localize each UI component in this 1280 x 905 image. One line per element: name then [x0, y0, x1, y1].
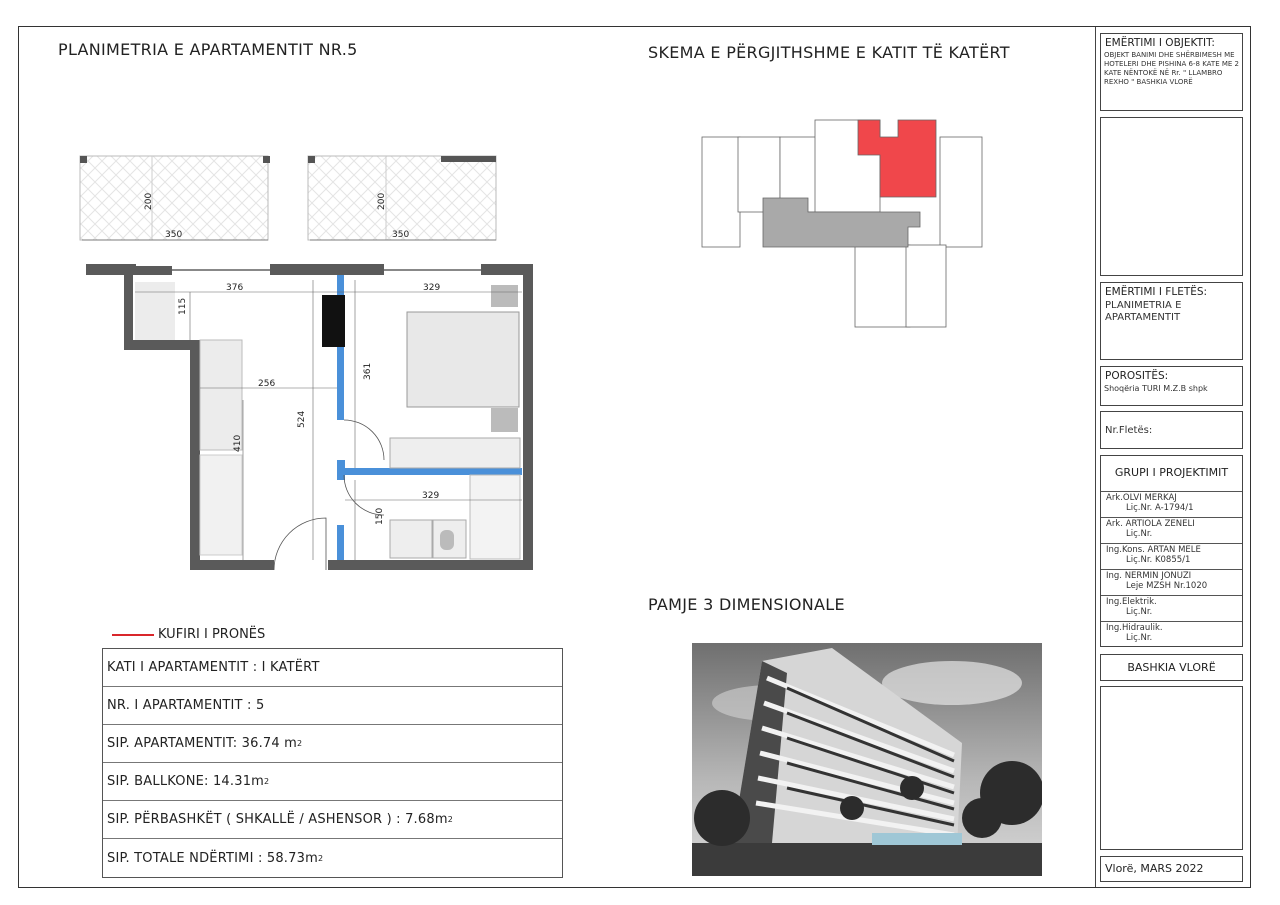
- object-name-box: EMËRTIMI I OBJEKTIT: OBJEKT BANIMI DHE SHËRBIMESH ME HOTELERI DHE PISHINA 6-8 KATE ME 2 KATE NËNTOKË NË Rr. " LLAMBRO REXHO " BASHKIA VLORË: [1100, 33, 1243, 111]
- shower: [470, 475, 520, 559]
- info-floor: KATI I APARTAMENTIT : I KATËRT: [103, 649, 562, 687]
- plan-title: PLANIMETRIA E APARTAMENTIT NR.5: [58, 40, 358, 59]
- sheet-name-box: EMËRTIMI I FLETËS: PLANIMETRIA E APARTAMENTIT: [1100, 282, 1243, 360]
- dim-410: 410: [233, 434, 243, 452]
- blank-box-top: [1100, 117, 1243, 276]
- info-apt-area: SIP. APARTAMENTIT: 36.74 m 2: [103, 725, 562, 763]
- apartment-info-table: [102, 648, 563, 878]
- bed: [407, 312, 519, 407]
- dim-balcony-right-width: 350: [392, 230, 410, 240]
- property-boundary-line: [112, 634, 154, 636]
- scheme-unit: [702, 137, 740, 247]
- info-balcony-area: SIP. BALLKONE: 14.31m 2: [103, 763, 562, 801]
- legend-label: KUFIRI I PRONËS: [158, 627, 266, 642]
- team-member: Ark.OLVI MERKAJ Liç.Nr. A-1794/1: [1101, 491, 1242, 514]
- dim-150: 150: [375, 507, 385, 525]
- info-total-area: SIP. TOTALE NDËRTIMI : 58.73m 2: [107, 850, 324, 866]
- team-member: Ing.Elektrik. Liç.Nr.: [1101, 595, 1242, 618]
- toilet: [440, 530, 454, 550]
- team-member: Ing.Kons. ARTAN MELE Liç.Nr. K0855/1: [1101, 543, 1242, 566]
- desk: [390, 438, 520, 468]
- client-box: POROSITËS: Shoqëria TURI M.Z.B shpk: [1100, 366, 1243, 406]
- storage: [135, 282, 175, 340]
- entrance-door: [274, 518, 326, 570]
- kitchen-counter: [200, 340, 242, 450]
- team-member: Ing. NERMIN JONUZI Leje MZSH Nr.1020: [1101, 569, 1242, 592]
- floor-scheme-diagram: [700, 115, 990, 330]
- balcony-right: [308, 156, 496, 240]
- sink: [390, 520, 432, 558]
- wardrobe: [322, 295, 345, 347]
- dim-115: 115: [178, 297, 188, 315]
- dim-balcony-right-depth: 200: [377, 192, 387, 210]
- info-common-area: SIP. PËRBASHKËT ( SHKALLË / ASHENSOR ) : 7.68m 2: [103, 801, 562, 839]
- apartment-floor-plan: [60, 140, 550, 580]
- design-team-box: GRUPI I PROJEKTIMIT Ark.OLVI MERKAJ Liç.Nr. A-1794/1 Ark. ARTIOLA ZENELI Liç.Nr. Ing.Kons. ARTAN MELE Liç.Nr. K0855/1 Ing. NERMIN JONUZI Leje MZSH Nr.1020 Ing.Elektrik. Liç.Nr. Ing.Hidraulik. Liç.Nr.: [1100, 455, 1243, 647]
- scheme-unit: [855, 245, 910, 327]
- blank-box-bottom: [1100, 686, 1243, 850]
- dim-524: 524: [297, 410, 307, 428]
- dim-256: 256: [258, 379, 276, 389]
- dim-329-top: 329: [423, 283, 441, 293]
- dim-balcony-left-depth: 200: [144, 192, 154, 210]
- scheme-unit: [906, 245, 946, 327]
- place-date-box: Vlorë, MARS 2022: [1100, 856, 1243, 882]
- scheme-title: SKEMA E PËRGJITHSHME E KATIT TË KATËRT: [648, 43, 1010, 62]
- dim-376: 376: [226, 283, 244, 293]
- team-member: Ing.Hidraulik. Liç.Nr.: [1101, 621, 1242, 644]
- title-block-divider: [1095, 27, 1096, 887]
- dim-361: 361: [363, 362, 373, 380]
- info-apt-number: NR. I APARTAMENTIT : 5: [103, 687, 562, 725]
- scheme-unit: [940, 137, 982, 247]
- balcony-left: [80, 156, 268, 240]
- sheet-number-box: Nr.Fletës:: [1100, 411, 1243, 449]
- team-member: Ark. ARTIOLA ZENELI Liç.Nr.: [1101, 517, 1242, 540]
- municipality-box: BASHKIA VLORË: [1100, 654, 1243, 681]
- view3d-title: PAMJE 3 DIMENSIONALE: [648, 595, 845, 614]
- dim-balcony-left-width: 350: [165, 230, 183, 240]
- dim-329-bottom: 329: [422, 491, 440, 501]
- building-3d-render: [692, 643, 1042, 876]
